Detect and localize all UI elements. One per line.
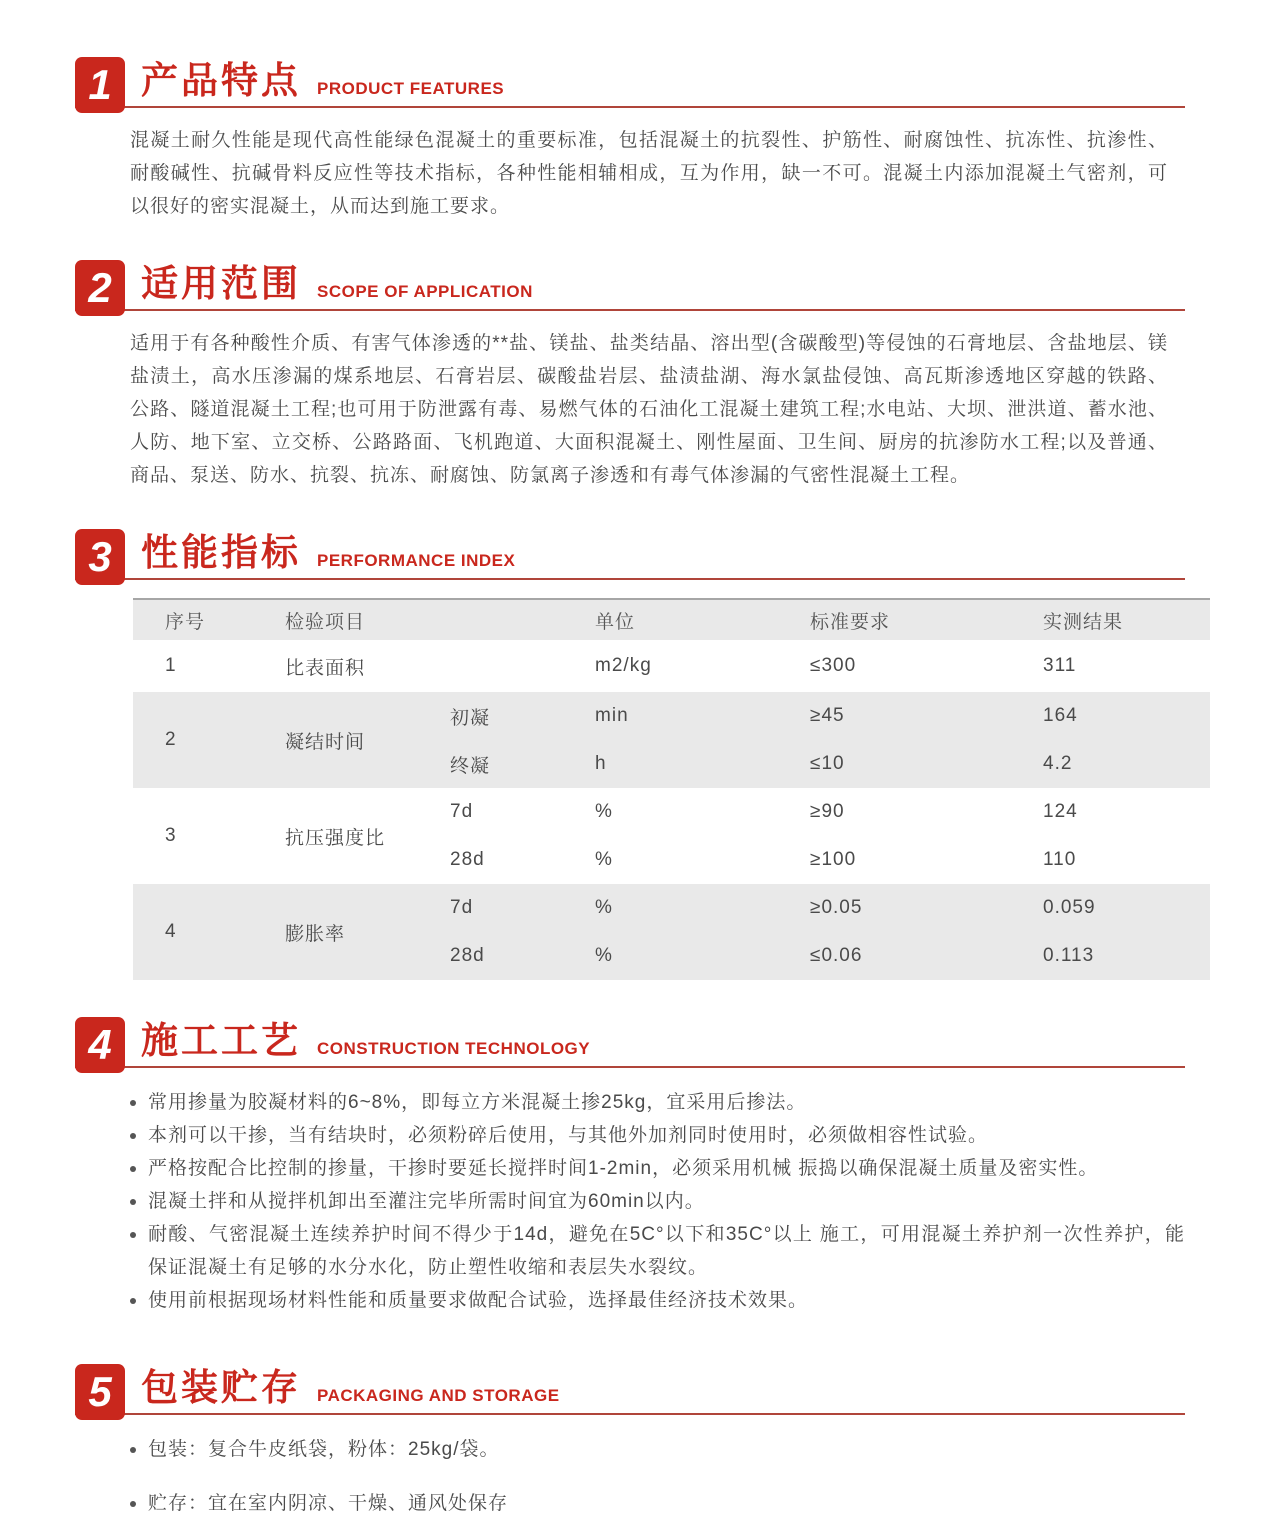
cell-standard: ≥90 — [778, 788, 1011, 836]
section-heading — [75, 1010, 1185, 1068]
bullet-text: 严格按配合比控制的掺量，干掺时要延长搅拌时间1-2min，必须采用机械 振捣以确保混凝土质量及密实性。 — [148, 1158, 1099, 1179]
cell-result: 4.2 — [1011, 740, 1210, 788]
scope-paragraph: 适用于有各种酸性介质、有害气体渗透的**盐、镁盐、盐类结晶、溶出型(含碳酸型)等侵蚀的石膏地层、含盐地层、镁盐渍土，高水压渗漏的煤系地层、石膏岩层、碳酸盐岩层、盐渍盐湖、海水氯盐侵蚀、高瓦斯渗透地区穿越的铁路、公路、隧道混凝土工程;也可用于防泄露有毒、易燃气体的石油化工混凝土建筑工程;水电站、大坝、泄洪道、蓄水池、人防、地下室、立交桥、公路路面、飞机跑道、大面积混凝土、刚性屋面、卫生间、厨房的抗渗防水工程;以及普通、商品、泵送、防水、抗裂、抗冻、耐腐蚀、防氯离子渗透和有毒气体渗漏的气密性混凝土工程。 — [130, 333, 1168, 486]
bullet-icon — [130, 1166, 136, 1172]
bullet-icon — [130, 1298, 136, 1304]
bullet-icon — [130, 1133, 136, 1139]
section-heading — [75, 253, 1185, 311]
cell-result: 110 — [1011, 836, 1210, 884]
section-packaging-storage — [0, 1357, 1280, 1520]
cell-item: 比表面积 — [253, 640, 563, 692]
cell-result: 124 — [1011, 788, 1210, 836]
section-scope-of-application — [0, 253, 1280, 492]
section-title-en: PACKAGING AND STORAGE — [317, 1386, 560, 1405]
cell-unit: h — [563, 740, 778, 788]
cell-unit: % — [563, 932, 778, 980]
section-title-cn: 包装贮存 — [141, 1367, 301, 1409]
bullet-text: 本剂可以干掺，当有结块时，必须粉碎后使用，与其他外加剂同时使用时，必须做相容性试验。 — [148, 1125, 989, 1146]
bullet-text: 使用前根据现场材料性能和质量要求做配合试验，选择最佳经济技术效果。 — [148, 1290, 809, 1311]
bullet-text: 包装：复合牛皮纸袋，粉体：25kg/袋。 — [148, 1439, 500, 1460]
bullet-icon — [130, 1199, 136, 1205]
section-title-en: PRODUCT FEATURES — [317, 79, 505, 98]
list-item — [130, 1218, 1185, 1284]
bullet-text: 贮存：宜在室内阴凉、干燥、通风处保存 — [148, 1493, 509, 1514]
header-cell-unit: 单位 — [563, 599, 778, 640]
table-row — [133, 788, 1210, 836]
cell-standard: ≥0.05 — [778, 884, 1011, 932]
features-paragraph: 混凝土耐久性能是现代高性能绿色混凝土的重要标准，包括混凝土的抗裂性、护筋性、耐腐蚀性、抗冻性、抗渗性、耐酸碱性、抗碱骨料反应性等技术指标，各种性能相辅相成，互为作用，缺一不可。混凝土内添加混凝土气密剂，可以很好的密实混凝土，从而达到施工要求。 — [130, 130, 1168, 217]
list-item — [130, 1086, 1185, 1119]
cell-standard: ≥45 — [778, 692, 1011, 740]
bullet-icon — [130, 1447, 136, 1453]
construction-bullet-list — [130, 1086, 1185, 1317]
list-item — [130, 1433, 1185, 1466]
section-title-en: SCOPE OF APPLICATION — [317, 282, 533, 301]
header-cell-no: 序号 — [133, 599, 253, 640]
cell-unit: % — [563, 884, 778, 932]
list-item — [130, 1119, 1185, 1152]
section-number-badge: 3 — [75, 529, 125, 585]
table-row — [133, 692, 1210, 740]
cell-standard: ≤300 — [778, 640, 1011, 692]
bullet-text: 混凝土拌和从搅拌机卸出至灌注完毕所需时间宜为60min以内。 — [148, 1191, 705, 1212]
section-heading — [75, 50, 1185, 108]
bullet-icon — [130, 1100, 136, 1106]
section-title-en: PERFORMANCE INDEX — [317, 551, 516, 570]
bullet-text: 常用掺量为胶凝材料的6~8%，即每立方米混凝土掺25kg，宜采用后掺法。 — [148, 1092, 807, 1113]
section-title-cn: 适用范围 — [141, 263, 301, 305]
section-heading — [75, 522, 1185, 580]
section-construction-technology — [0, 1010, 1280, 1317]
cell-item: 抗压强度比 — [253, 788, 418, 884]
cell-unit: % — [563, 836, 778, 884]
table-row — [133, 640, 1210, 692]
bullet-text: 耐酸、气密混凝土连续养护时间不得少于14d，避免在5C°以下和35C°以上 施工，可用混凝土养护剂一次性养护，能保证混凝土有足够的水分水化，防止塑性收缩和表层失水裂纹。 — [148, 1224, 1185, 1278]
cell-item: 凝结时间 — [253, 692, 418, 788]
header-cell-standard: 标准要求 — [778, 599, 1011, 640]
section-performance-index — [0, 522, 1280, 980]
cell-subitem: 终凝 — [418, 740, 563, 788]
section-title-cn: 施工工艺 — [141, 1020, 301, 1062]
section-title-cn: 性能指标 — [141, 532, 301, 574]
section-number-badge: 5 — [75, 1364, 125, 1420]
list-item — [130, 1152, 1185, 1185]
cell-result: 311 — [1011, 640, 1210, 692]
section-heading — [75, 1357, 1185, 1415]
header-cell-result: 实测结果 — [1011, 599, 1210, 640]
section-number-badge: 1 — [75, 57, 125, 113]
cell-subitem: 初凝 — [418, 692, 563, 740]
cell-no: 2 — [133, 692, 253, 788]
bullet-icon — [130, 1501, 136, 1507]
cell-no: 1 — [133, 640, 253, 692]
cell-item: 膨胀率 — [253, 884, 418, 980]
cell-no: 3 — [133, 788, 253, 884]
cell-subitem: 7d — [418, 884, 563, 932]
packaging-bullet-list — [130, 1433, 1185, 1520]
cell-unit: min — [563, 692, 778, 740]
cell-subitem: 7d — [418, 788, 563, 836]
section-title-en: CONSTRUCTION TECHNOLOGY — [317, 1039, 591, 1058]
bullet-icon — [130, 1232, 136, 1238]
cell-unit: m2/kg — [563, 640, 778, 692]
cell-subitem: 28d — [418, 932, 563, 980]
cell-result: 0.059 — [1011, 884, 1210, 932]
cell-no: 4 — [133, 884, 253, 980]
list-item — [130, 1284, 1185, 1317]
performance-index-table — [133, 598, 1210, 980]
section-title-cn: 产品特点 — [141, 60, 301, 102]
product-datasheet-page — [0, 50, 1280, 1520]
cell-standard: ≤0.06 — [778, 932, 1011, 980]
table-header-row — [133, 599, 1210, 640]
section-number-badge: 4 — [75, 1017, 125, 1073]
cell-result: 0.113 — [1011, 932, 1210, 980]
cell-unit: % — [563, 788, 778, 836]
header-cell-item: 检验项目 — [253, 599, 563, 640]
table-row — [133, 884, 1210, 932]
cell-subitem: 28d — [418, 836, 563, 884]
list-item — [130, 1185, 1185, 1218]
list-item — [130, 1487, 1185, 1520]
section-product-features — [0, 50, 1280, 223]
cell-standard: ≥100 — [778, 836, 1011, 884]
section-number-badge: 2 — [75, 260, 125, 316]
cell-standard: ≤10 — [778, 740, 1011, 788]
cell-result: 164 — [1011, 692, 1210, 740]
